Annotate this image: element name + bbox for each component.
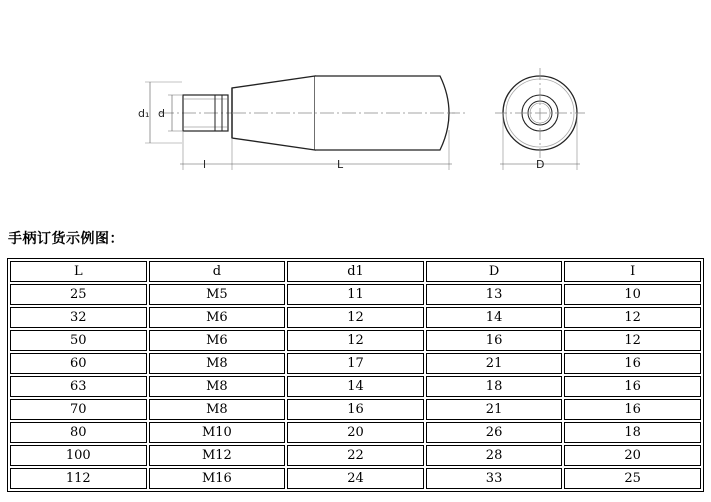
table-cell: 112 (10, 468, 147, 489)
table-cell: M6 (149, 307, 286, 328)
label-d: d (158, 107, 165, 120)
table-cell: 12 (287, 307, 424, 328)
table-row (10, 353, 701, 374)
table-cell: 12 (564, 330, 701, 351)
table-cell: 16 (564, 376, 701, 397)
table-cell: M5 (149, 284, 286, 305)
table-cell: 18 (564, 422, 701, 443)
table-row (10, 284, 701, 305)
table-cell: 10 (564, 284, 701, 305)
table-header-row (10, 261, 701, 282)
table-row (10, 445, 701, 466)
column-header: D (426, 261, 563, 282)
table-row (10, 330, 701, 351)
label-l: l (203, 158, 207, 171)
table-cell: M8 (149, 353, 286, 374)
table-cell: M8 (149, 376, 286, 397)
table-cell: 16 (564, 399, 701, 420)
table-cell: M6 (149, 330, 286, 351)
table-cell: 20 (564, 445, 701, 466)
table-cell: 28 (426, 445, 563, 466)
end-view (495, 68, 585, 170)
table-cell: 13 (426, 284, 563, 305)
table-cell: 26 (426, 422, 563, 443)
handle-technical-drawing (0, 0, 711, 215)
table-cell: 16 (426, 330, 563, 351)
table-cell: 17 (287, 353, 424, 374)
table-cell: 18 (426, 376, 563, 397)
table-cell: 21 (426, 399, 563, 420)
table-cell: 22 (287, 445, 424, 466)
label-D: D (536, 158, 545, 171)
table-cell: 25 (10, 284, 147, 305)
column-header: d1 (287, 261, 424, 282)
table-cell: 12 (564, 307, 701, 328)
table-row (10, 376, 701, 397)
table-cell: 16 (287, 399, 424, 420)
table-cell: 12 (287, 330, 424, 351)
table-cell: 80 (10, 422, 147, 443)
table-cell: 14 (426, 307, 563, 328)
table-cell: 33 (426, 468, 563, 489)
table-cell: 32 (10, 307, 147, 328)
dimension-table (7, 258, 704, 492)
table-cell: M16 (149, 468, 286, 489)
table-cell: M12 (149, 445, 286, 466)
table-cell: 50 (10, 330, 147, 351)
table-row (10, 307, 701, 328)
table-cell: 100 (10, 445, 147, 466)
table-row (10, 468, 701, 489)
label-d1: d₁ (138, 107, 150, 120)
column-header: d (149, 261, 286, 282)
table-cell: 11 (287, 284, 424, 305)
column-header: L (10, 261, 147, 282)
table-cell: 70 (10, 399, 147, 420)
table-row (10, 399, 701, 420)
table-cell: 60 (10, 353, 147, 374)
table-cell: M10 (149, 422, 286, 443)
column-header: I (564, 261, 701, 282)
table-cell: 24 (287, 468, 424, 489)
table-cell: 20 (287, 422, 424, 443)
table-cell: 14 (287, 376, 424, 397)
table-cell: M8 (149, 399, 286, 420)
table-cell: 16 (564, 353, 701, 374)
table-cell: 63 (10, 376, 147, 397)
order-example-heading: 手柄订货示例图： (8, 231, 124, 247)
table-row (10, 422, 701, 443)
table-cell: 25 (564, 468, 701, 489)
table-cell: 21 (426, 353, 563, 374)
label-L: L (337, 158, 344, 171)
